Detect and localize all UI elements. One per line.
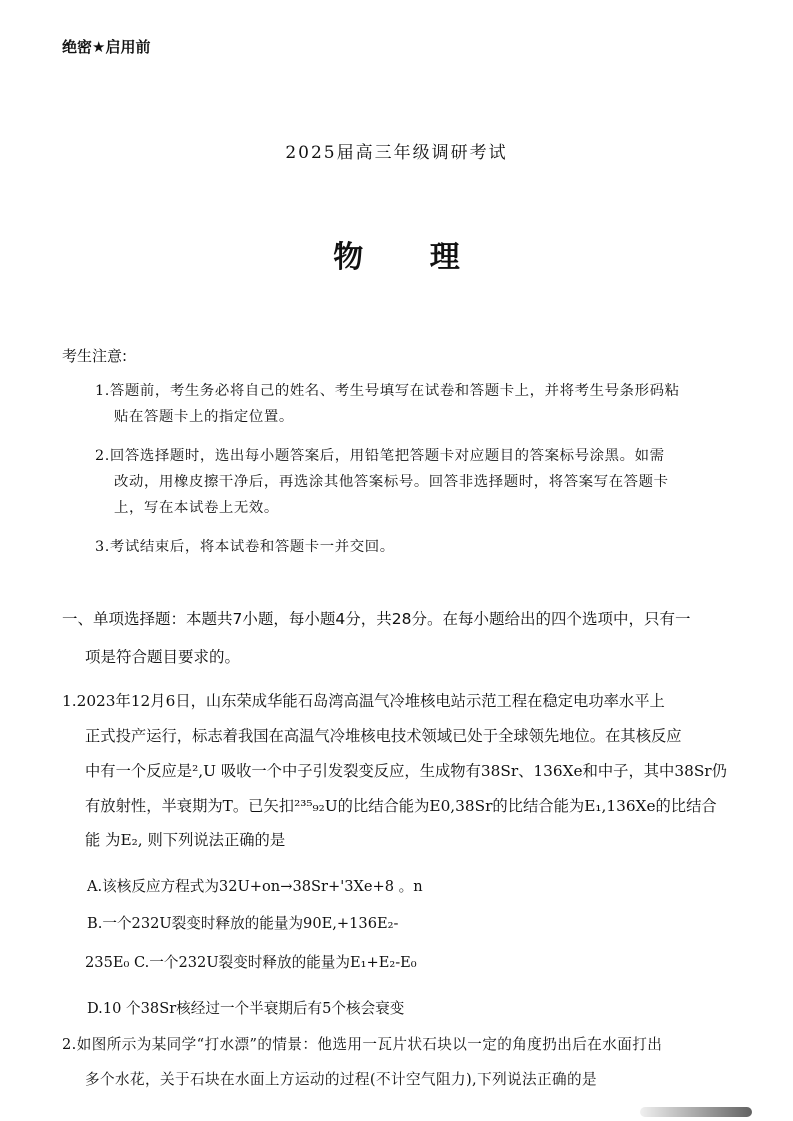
q1-option-b: B.一个232U裂变时释放的能量为90E,+136E₂- [87, 915, 399, 932]
notice-item-3-line-1: 3.考试结束后，将本试卷和答题卡一并交回。 [95, 539, 395, 555]
q2-line-1: 2.如图所示为某同学“打水漂”的情景：他选用一瓦片状石块以一定的角度扔出后在水面打出 [62, 1036, 663, 1053]
q2-line-2: 多个水花，关于石块在水面上方运动的过程(不计空气阻力),下列说法正确的是 [85, 1071, 598, 1088]
q1-option-a: A.该核反应方程式为32U+on→38Sr+'3Xe+8 。n [87, 878, 423, 895]
notice-item-1-line-1: 1.答题前，考生务必将自己的姓名、考生号填写在试卷和答题卡上，并将考生号条形码粘 [95, 383, 680, 399]
section-heading: 一、单项选择题：本题共7小题，每小题4分，共28分。在每小题给出的四个选项中，只有一 [62, 610, 691, 628]
q1-line-3: 中有一个反应是²,U 吸收一个中子引发裂变反应，生成物有38Sr、136Xe和中子，其中38Sr仍 [85, 762, 727, 780]
q1-line-1: 1.2023年12月6日，山东荣成华能石岛湾高温气冷堆核电站示范工程在稳定电功率水平上 [62, 692, 665, 710]
subject-title: 物 理 [333, 240, 488, 275]
q1-option-b-c: 235E₀ C.一个232U裂变时释放的能量为E₁+E₂-E₀ [85, 954, 417, 971]
exam-title: 2025届高三年级调研考试 [285, 143, 508, 163]
q1-line-5: 能 为E₂, 则下列说法正确的是 [85, 831, 286, 849]
notice-heading: 考生注意: [62, 347, 128, 365]
q1-option-d: D.10 个38Sr核经过一个半衰期后有5个核会衰变 [87, 1000, 405, 1017]
section-heading-cont: 项是符合题目要求的。 [85, 648, 241, 666]
notice-item-2-line-3: 上，写在本试卷上无效。 [114, 500, 279, 516]
scan-smudge [640, 1107, 752, 1117]
q1-line-2: 正式投产运行，标志着我国在高温气冷堆核电技术领域已处于全球领先地位。在其核反应 [85, 727, 682, 745]
q1-line-4: 有放射性，半衰期为T。已矢扣²³⁵₉₂U的比结合能为E0,38Sr的比结合能为E₁,136Xe的比结合 [85, 797, 717, 815]
confidential-label: 绝密★启用前 [62, 38, 151, 56]
notice-item-1-line-2: 贴在答题卡上的指定位置。 [114, 409, 294, 425]
notice-item-2-line-1: 2.回答选择题时，选出每小题答案后，用铅笔把答题卡对应题目的答案标号涂黑。如需 [95, 448, 665, 464]
notice-item-2-line-2: 改动，用橡皮擦干净后，再选涂其他答案标号。回答非选择题时，将答案写在答题卡 [114, 474, 669, 490]
